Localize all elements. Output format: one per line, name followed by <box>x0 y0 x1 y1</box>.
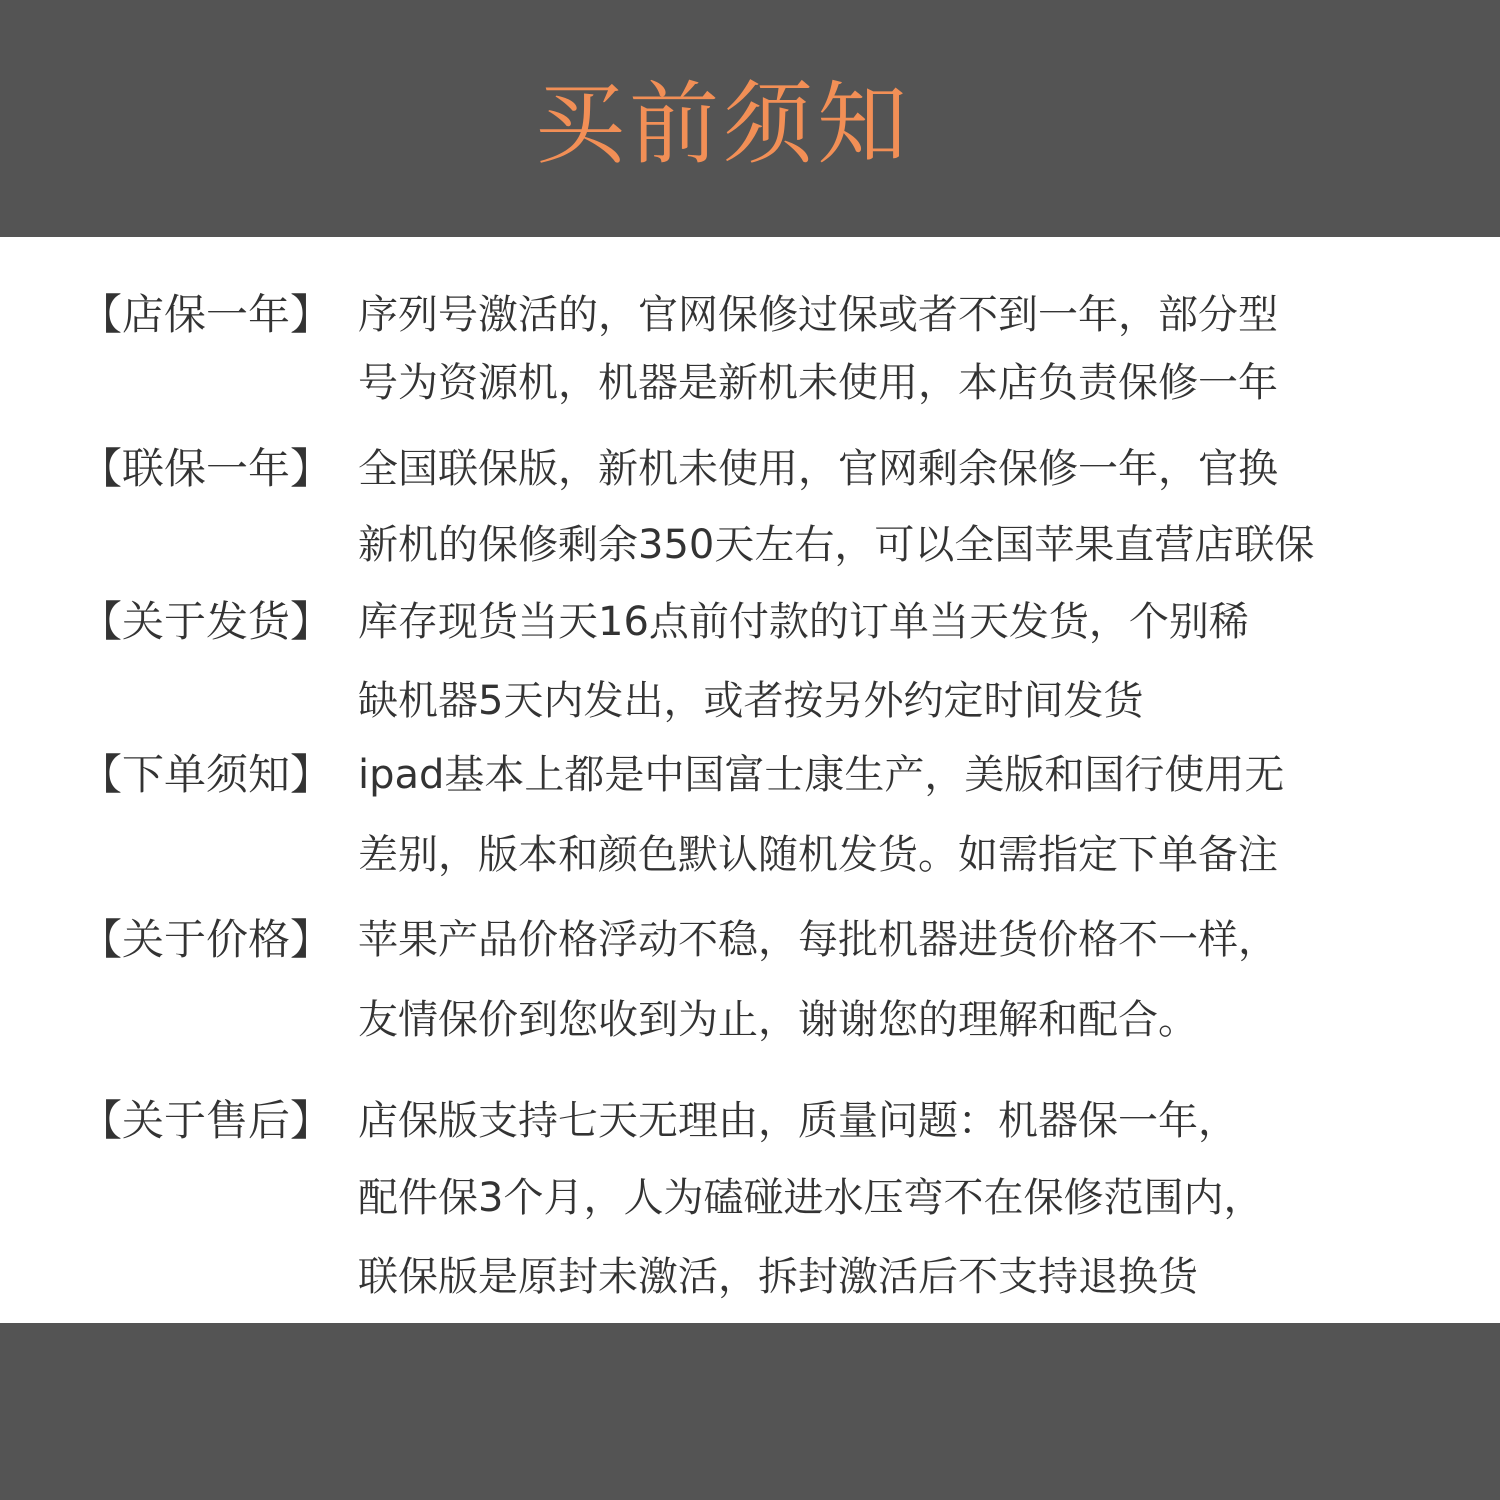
notice-label-national-warranty: 【联保一年】 <box>80 444 333 493</box>
notice-label-pricing: 【关于价格】 <box>80 915 333 964</box>
notice-line: ipad基本上都是中国富士康生产，美版和国行使用无 <box>358 752 1285 798</box>
notice-label-after-sales: 【关于售后】 <box>80 1096 333 1145</box>
notice-line: 号为资源机，机器是新机未使用，本店负责保修一年 <box>358 360 1278 406</box>
notice-line: 新机的保修剩余350天左右，可以全国苹果直营店联保 <box>358 522 1315 568</box>
footer-band <box>0 1323 1500 1500</box>
notice-label-ordering: 【下单须知】 <box>80 750 333 799</box>
notice-line: 配件保3个月，人为磕碰进水压弯不在保修范围内， <box>358 1175 1264 1221</box>
notice-line: 友情保价到您收到为止，谢谢您的理解和配合。 <box>358 997 1198 1043</box>
notice-line: 苹果产品价格浮动不稳，每批机器进货价格不一样， <box>358 917 1278 963</box>
notice-line: 缺机器5天内发出，或者按另外约定时间发货 <box>358 678 1144 724</box>
notice-line: 库存现货当天16点前付款的订单当天发货，个别稀 <box>358 599 1249 645</box>
notice-line: 联保版是原封未激活，拆封激活后不支持退换货 <box>358 1254 1198 1300</box>
notice-line: 差别，版本和颜色默认随机发货。如需指定下单备注 <box>358 832 1278 878</box>
notice-line: 全国联保版，新机未使用，官网剩余保修一年，官换 <box>358 446 1278 492</box>
notice-label-store-warranty: 【店保一年】 <box>80 290 333 339</box>
notice-label-shipping: 【关于发货】 <box>80 597 333 646</box>
notice-line: 序列号激活的，官网保修过保或者不到一年，部分型 <box>358 292 1278 338</box>
page-title: 买前须知 <box>535 72 911 177</box>
notice-line: 店保版支持七天无理由，质量问题：机器保一年， <box>358 1098 1238 1144</box>
